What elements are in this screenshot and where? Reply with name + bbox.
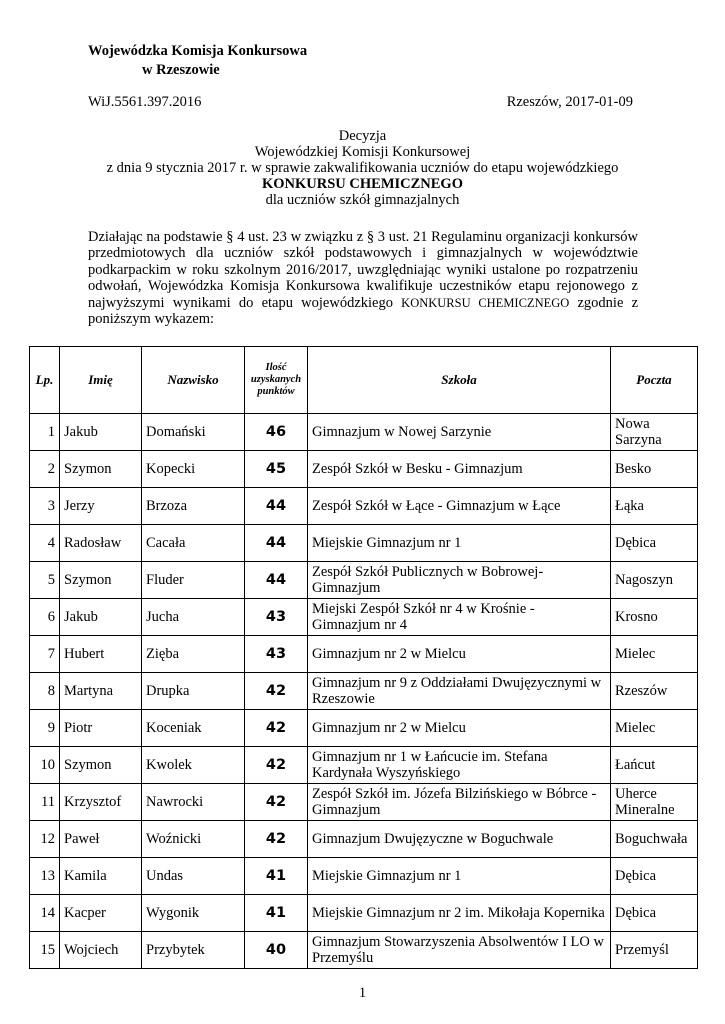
row-first-name: Krzysztof bbox=[60, 784, 142, 821]
row-school: Zespół Szkół im. Józefa Bilzińskiego w Bóbrce - Gimnazjum bbox=[308, 784, 611, 821]
row-post: Dębica bbox=[611, 525, 698, 562]
row-points: 42 bbox=[245, 821, 308, 858]
header-lp: Lp. bbox=[30, 347, 60, 414]
row-post: Nowa Sarzyna bbox=[611, 414, 698, 451]
header-points-line2: uzyskanych bbox=[250, 374, 302, 385]
table-row bbox=[30, 673, 698, 710]
row-post: Mielec bbox=[611, 636, 698, 673]
row-post: Przemyśl bbox=[611, 932, 698, 969]
row-first-name: Szymon bbox=[60, 451, 142, 488]
row-points: 44 bbox=[245, 488, 308, 525]
header-last-name: Nazwisko bbox=[142, 347, 245, 414]
table-row bbox=[30, 414, 698, 451]
row-last-name: Cacała bbox=[142, 525, 245, 562]
row-post: Łąka bbox=[611, 488, 698, 525]
row-lp: 11 bbox=[30, 784, 60, 821]
row-school: Miejskie Gimnazjum nr 1 bbox=[308, 525, 611, 562]
decision-title bbox=[0, 128, 725, 208]
issuing-authority bbox=[88, 42, 307, 80]
row-first-name: Hubert bbox=[60, 636, 142, 673]
table-row bbox=[30, 895, 698, 932]
row-school: Gimnazjum nr 2 w Mielcu bbox=[308, 636, 611, 673]
row-school: Gimnazjum nr 9 z Oddziałami Dwujęzycznymi w Rzeszowie bbox=[308, 673, 611, 710]
row-lp: 6 bbox=[30, 599, 60, 636]
row-lp: 10 bbox=[30, 747, 60, 784]
document-date: Rzeszów, 2017-01-09 bbox=[506, 94, 633, 110]
row-school: Zespół Szkół Publicznych w Bobrowej-Gimnazjum bbox=[308, 562, 611, 599]
row-first-name: Wojciech bbox=[60, 932, 142, 969]
table-row bbox=[30, 784, 698, 821]
row-points: 45 bbox=[245, 451, 308, 488]
row-last-name: Woźnicki bbox=[142, 821, 245, 858]
row-last-name: Domański bbox=[142, 414, 245, 451]
row-post: Łańcut bbox=[611, 747, 698, 784]
row-last-name: Jucha bbox=[142, 599, 245, 636]
row-first-name: Jerzy bbox=[60, 488, 142, 525]
row-post: Uherce Mineralne bbox=[611, 784, 698, 821]
row-school: Miejski Zespół Szkół nr 4 w Krośnie - Gimnazjum nr 4 bbox=[308, 599, 611, 636]
title-line-2: Wojewódzkiej Komisji Konkursowej bbox=[254, 144, 471, 160]
row-first-name: Szymon bbox=[60, 747, 142, 784]
header-points bbox=[245, 347, 308, 414]
title-contest-name: KONKURSU CHEMICZNEGO bbox=[261, 176, 463, 192]
row-last-name: Zięba bbox=[142, 636, 245, 673]
row-school: Miejskie Gimnazjum nr 2 im. Mikołaja Kopernika bbox=[308, 895, 611, 932]
table-row bbox=[30, 636, 698, 673]
intro-text-end: zgodnie z poniższym wykazem: bbox=[88, 294, 639, 328]
row-post: Boguchwała bbox=[611, 821, 698, 858]
header-post: Poczta bbox=[611, 347, 698, 414]
row-points: 41 bbox=[245, 895, 308, 932]
table-row bbox=[30, 710, 698, 747]
intro-paragraph bbox=[88, 229, 638, 327]
row-post: Besko bbox=[611, 451, 698, 488]
row-last-name: Nawrocki bbox=[142, 784, 245, 821]
row-school: Gimnazjum nr 2 w Mielcu bbox=[308, 710, 611, 747]
header-points-line3: punktów bbox=[257, 386, 295, 397]
row-points: 46 bbox=[245, 414, 308, 451]
row-lp: 2 bbox=[30, 451, 60, 488]
row-last-name: Fluder bbox=[142, 562, 245, 599]
row-school: Gimnazjum nr 1 w Łańcucie im. Stefana Kardynała Wyszyńskiego bbox=[308, 747, 611, 784]
title-line-5: dla uczniów szkół gimnazjalnych bbox=[265, 192, 460, 208]
table-row bbox=[30, 562, 698, 599]
row-points: 42 bbox=[245, 710, 308, 747]
table-row bbox=[30, 525, 698, 562]
row-points: 41 bbox=[245, 858, 308, 895]
row-first-name: Jakub bbox=[60, 414, 142, 451]
row-points: 43 bbox=[245, 599, 308, 636]
intro-text: Działając na podstawie § 4 ust. 23 w związku z § 3 ust. 21 Regulaminu organizacji konkursów przedmiotowych dla uczniów szkół podstawowych i gimnazjalnych w województwie podkarpackim w roku szkolnym 2016/2017, uwzględniając wyniki ustalone po rozpatrzeniu odwołań, Wojewódzka Komisja Konkursowa kwalifikuje uczestników etapu rejonowego z najwyższymi wynikami do etapu wojewódzkiego bbox=[88, 229, 638, 311]
header-first-name: Imię bbox=[60, 347, 142, 414]
row-lp: 14 bbox=[30, 895, 60, 932]
page-number: 1 bbox=[358, 985, 367, 1001]
table-row bbox=[30, 821, 698, 858]
table-row bbox=[30, 932, 698, 969]
row-first-name: Szymon bbox=[60, 562, 142, 599]
row-first-name: Kamila bbox=[60, 858, 142, 895]
row-school: Gimnazjum w Nowej Sarzynie bbox=[308, 414, 611, 451]
table-row bbox=[30, 451, 698, 488]
row-lp: 1 bbox=[30, 414, 60, 451]
header-school: Szkoła bbox=[308, 347, 611, 414]
row-school: Gimnazjum Stowarzyszenia Absolwentów I LO w Przemyślu bbox=[308, 932, 611, 969]
header-points-line1: Ilość bbox=[265, 362, 287, 373]
row-lp: 15 bbox=[30, 932, 60, 969]
reference-number: WiJ.5561.397.2016 bbox=[88, 94, 202, 110]
row-lp: 4 bbox=[30, 525, 60, 562]
row-first-name: Paweł bbox=[60, 821, 142, 858]
title-line-3: z dnia 9 stycznia 2017 r. w sprawie zakwalifikowania uczniów do etapu wojewódzkiego bbox=[106, 160, 619, 176]
row-last-name: Drupka bbox=[142, 673, 245, 710]
row-last-name: Kwolek bbox=[142, 747, 245, 784]
table-row bbox=[30, 747, 698, 784]
row-points: 40 bbox=[245, 932, 308, 969]
qualified-students-table bbox=[29, 346, 698, 969]
row-last-name: Przybytek bbox=[142, 932, 245, 969]
row-post: Nagoszyn bbox=[611, 562, 698, 599]
table-row bbox=[30, 858, 698, 895]
row-last-name: Wygonik bbox=[142, 895, 245, 932]
row-points: 43 bbox=[245, 636, 308, 673]
row-post: Krosno bbox=[611, 599, 698, 636]
row-lp: 12 bbox=[30, 821, 60, 858]
row-points: 42 bbox=[245, 784, 308, 821]
row-first-name: Kacper bbox=[60, 895, 142, 932]
row-first-name: Martyna bbox=[60, 673, 142, 710]
table-row bbox=[30, 488, 698, 525]
table-row bbox=[30, 599, 698, 636]
row-post: Dębica bbox=[611, 858, 698, 895]
row-post: Mielec bbox=[611, 710, 698, 747]
row-lp: 7 bbox=[30, 636, 60, 673]
row-points: 44 bbox=[245, 525, 308, 562]
row-lp: 3 bbox=[30, 488, 60, 525]
row-post: Rzeszów bbox=[611, 673, 698, 710]
row-lp: 13 bbox=[30, 858, 60, 895]
table-header-row bbox=[30, 347, 698, 414]
row-last-name: Kopecki bbox=[142, 451, 245, 488]
row-lp: 8 bbox=[30, 673, 60, 710]
row-points: 42 bbox=[245, 673, 308, 710]
row-first-name: Jakub bbox=[60, 599, 142, 636]
title-line-1: Decyzja bbox=[338, 128, 387, 144]
authority-city: w Rzeszowie bbox=[142, 62, 220, 78]
row-post: Dębica bbox=[611, 895, 698, 932]
row-last-name: Koceniak bbox=[142, 710, 245, 747]
row-school: Zespół Szkół w Łące - Gimnazjum w Łące bbox=[308, 488, 611, 525]
intro-contest-name: KONKURSU CHEMICZNEGO bbox=[401, 295, 570, 310]
row-points: 42 bbox=[245, 747, 308, 784]
row-school: Zespół Szkół w Besku - Gimnazjum bbox=[308, 451, 611, 488]
row-first-name: Radosław bbox=[60, 525, 142, 562]
row-first-name: Piotr bbox=[60, 710, 142, 747]
row-school: Gimnazjum Dwujęzyczne w Boguchwale bbox=[308, 821, 611, 858]
authority-name: Wojewódzka Komisja Konkursowa bbox=[88, 43, 308, 59]
row-lp: 9 bbox=[30, 710, 60, 747]
row-last-name: Undas bbox=[142, 858, 245, 895]
row-school: Miejskie Gimnazjum nr 1 bbox=[308, 858, 611, 895]
row-last-name: Brzoza bbox=[142, 488, 245, 525]
row-points: 44 bbox=[245, 562, 308, 599]
row-lp: 5 bbox=[30, 562, 60, 599]
